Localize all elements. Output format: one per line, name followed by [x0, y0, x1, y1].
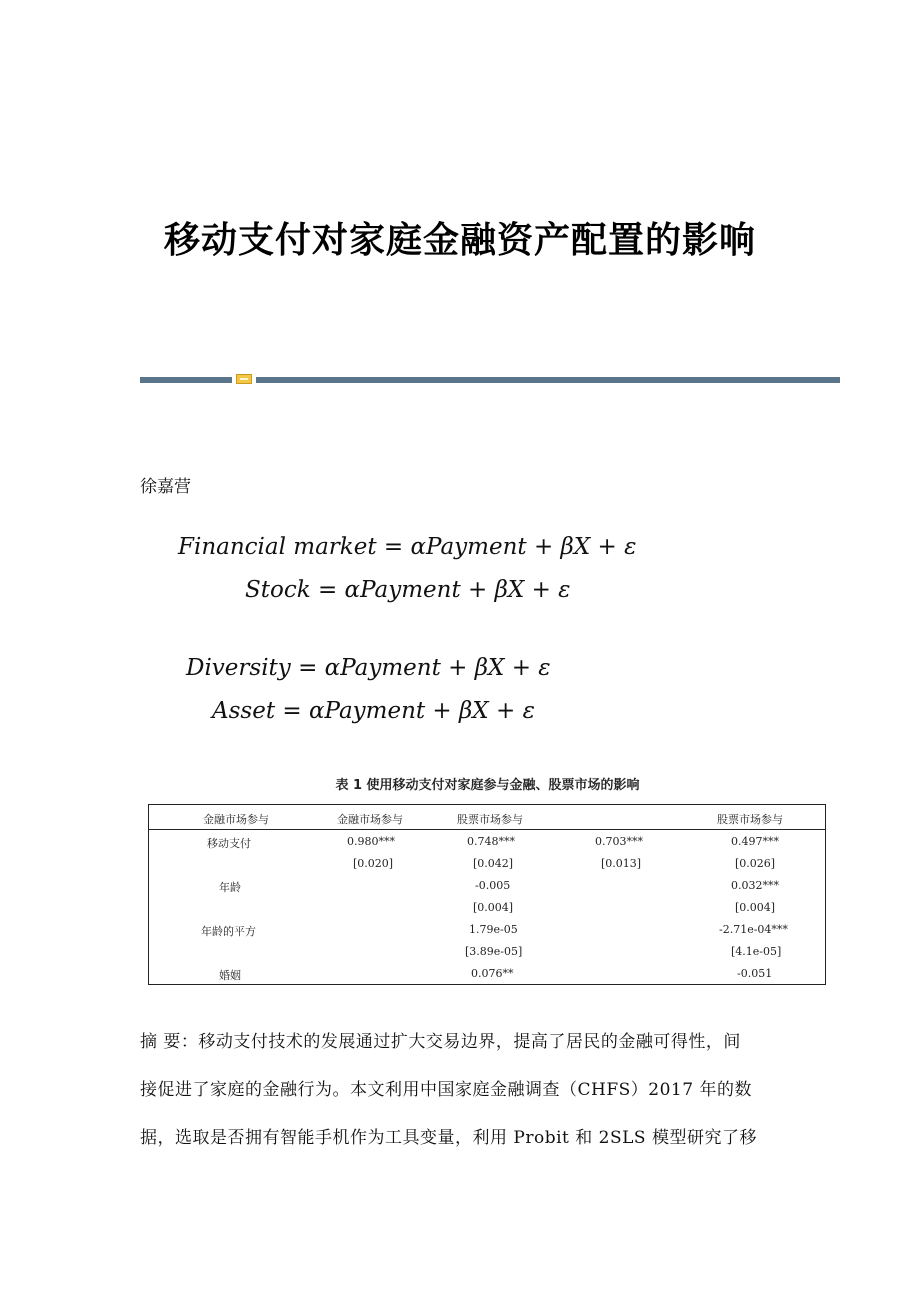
table-header-cell: 金融市场参与 — [337, 813, 403, 826]
table-cell: 年龄 — [219, 881, 241, 894]
table-cell: [3.89e-05] — [465, 945, 523, 958]
table-header-cell: 股票市场参与 — [717, 813, 783, 826]
table-cell: 0.703*** — [595, 835, 643, 848]
table-header-cell: 股票市场参与 — [457, 813, 523, 826]
abstract-line: 据，选取是否拥有智能手机作为工具变量，利用 Probit 和 2SLS 模型研究了移 — [140, 1128, 757, 1148]
equation-stock: Stock = αPayment + βX + ε — [245, 577, 571, 603]
table-cell: [0.004] — [735, 901, 776, 914]
divider-bar-left — [140, 377, 232, 383]
abstract-line: 接促进了家庭的金融行为。本文利用中国家庭金融调查（CHFS）2017 年的数 — [140, 1080, 752, 1100]
table-cell: 0.032*** — [731, 879, 779, 892]
table-header-rule — [149, 829, 825, 830]
table-header-cell: 金融市场参与 — [203, 813, 269, 826]
table-cell: [0.004] — [473, 901, 514, 914]
table-cell: 0.497*** — [731, 835, 779, 848]
author-name: 徐嘉营 — [140, 477, 191, 497]
table-cell: 1.79e-05 — [469, 923, 518, 936]
table-cell: [0.042] — [473, 857, 514, 870]
equation-asset: Asset = αPayment + βX + ε — [212, 698, 535, 724]
table-cell: -0.005 — [475, 879, 511, 892]
envelope-icon — [236, 374, 252, 384]
table-cell: 年龄的平方 — [201, 925, 256, 938]
table-cell: 0.748*** — [467, 835, 515, 848]
table-cell: 0.076** — [471, 967, 514, 980]
table-cell: -2.71e-04*** — [719, 923, 788, 936]
divider-bar-right — [256, 377, 840, 383]
table-caption: 表 1 使用移动支付对家庭参与金融、股票市场的影响 — [335, 778, 640, 793]
paper-title: 移动支付对家庭金融资产配置的影响 — [163, 219, 756, 261]
table-cell: 移动支付 — [207, 837, 251, 850]
table-cell: [4.1e-05] — [731, 945, 782, 958]
table-cell: 婚姻 — [219, 969, 241, 982]
table-cell: [0.013] — [601, 857, 642, 870]
table-cell: [0.020] — [353, 857, 394, 870]
equation-financial-market: Financial market = αPayment + βX + ε — [178, 534, 637, 560]
regression-table — [148, 804, 826, 985]
equation-diversity: Diversity = αPayment + βX + ε — [186, 655, 551, 681]
table-cell: 0.980*** — [347, 835, 395, 848]
table-cell: [0.026] — [735, 857, 776, 870]
table-cell: -0.051 — [737, 967, 773, 980]
abstract-line: 摘 要：移动支付技术的发展通过扩大交易边界，提高了居民的金融可得性，间 — [140, 1032, 741, 1052]
